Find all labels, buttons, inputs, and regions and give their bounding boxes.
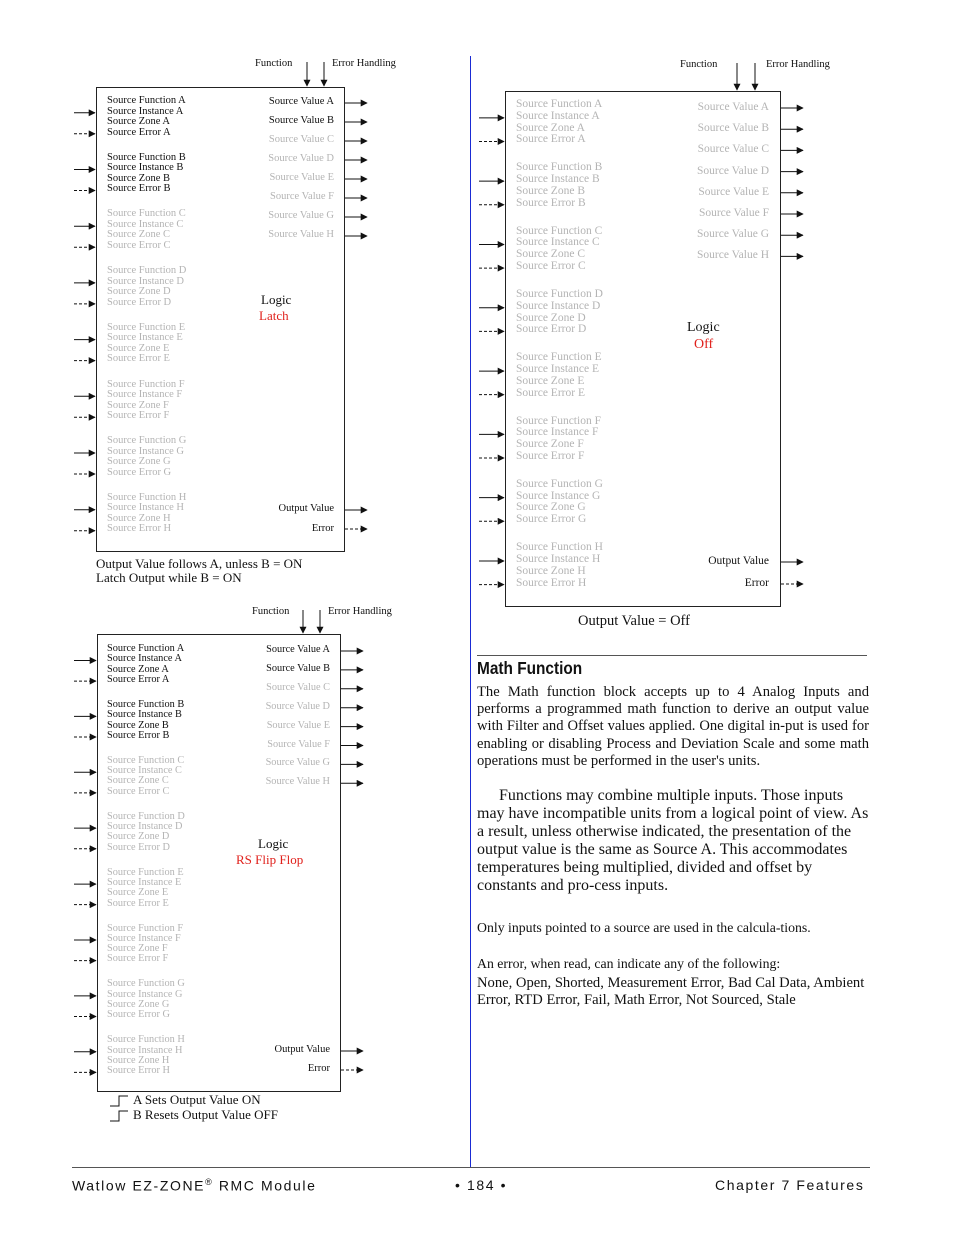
input-label: Source Instance D: [516, 299, 601, 312]
input-label: Source Zone B: [107, 719, 169, 731]
input-label: Source Zone C: [107, 229, 170, 241]
input-label: Source Error F: [516, 449, 585, 462]
input-label: Source Error D: [107, 296, 172, 308]
input-label: Source Error A: [107, 126, 171, 138]
input-label: Source Error B: [516, 196, 586, 209]
input-label: Source Function G: [516, 477, 603, 490]
error-handling-label: Error Handling: [328, 606, 392, 617]
footer-rule: [72, 1167, 870, 1168]
input-label: Source Function F: [516, 414, 601, 427]
output-value-label: Output Value: [278, 503, 334, 514]
source-value-label: Source Value G: [697, 228, 769, 241]
input-label: Source Error D: [516, 323, 587, 336]
logic-label: Logic: [687, 320, 720, 335]
input-label: Source Function E: [107, 321, 186, 333]
rising-edge-icon: [110, 1096, 128, 1106]
rs-caption-1: A Sets Output Value ON: [133, 1092, 261, 1107]
source-value-label: Source Value A: [697, 101, 769, 113]
input-label: Source Zone A: [107, 663, 169, 675]
input-label: Source Zone B: [107, 172, 170, 184]
input-label: Source Function H: [107, 491, 187, 503]
logic-label: Logic: [261, 292, 292, 307]
input-label: Source Instance H: [107, 1044, 183, 1056]
input-label: Source Zone F: [516, 438, 584, 451]
input-label: Source Error G: [107, 466, 172, 478]
input-label: Source Instance E: [107, 332, 183, 344]
input-label: Source Instance F: [107, 389, 183, 400]
input-label: Source Zone B: [516, 184, 585, 197]
error-label: Error: [744, 577, 769, 589]
input-label: Source Instance B: [516, 173, 600, 186]
input-label: Source Instance G: [107, 988, 183, 1000]
input-label: Source Function A: [107, 95, 186, 106]
footer-chapter: Chapter 7 Features: [715, 1177, 865, 1193]
input-label: Source Function A: [516, 98, 603, 110]
function-label: Function: [680, 59, 718, 70]
input-label: Source Instance C: [516, 236, 600, 249]
input-label: Source Function C: [516, 224, 603, 237]
latch-caption-1: Output Value follows A, unless B = ON: [96, 556, 303, 571]
input-label: Source Function F: [107, 378, 185, 390]
input-label: Source Function D: [107, 810, 185, 822]
input-label: Source Instance D: [107, 821, 183, 832]
input-label: Source Error C: [107, 239, 171, 251]
input-label: Source Zone E: [107, 342, 170, 354]
input-label: Source Function G: [107, 435, 187, 447]
source-value-label: Source Value C: [268, 134, 334, 145]
input-label: Source Instance G: [516, 489, 601, 502]
input-label: Source Function H: [516, 541, 603, 554]
input-label: Source Error E: [516, 386, 585, 399]
input-label: Source Function E: [516, 351, 602, 364]
footer-brand-name: Watlow EZ-ZONE: [72, 1177, 206, 1194]
input-label: Source Instance A: [107, 105, 184, 117]
input-label: Source Zone G: [107, 456, 171, 468]
input-label: Source Zone H: [107, 1054, 170, 1066]
input-label: Source Function F: [107, 922, 184, 934]
error-handling-label: Error Handling: [766, 59, 830, 70]
input-label: Source Instance G: [107, 445, 184, 457]
input-label: Source Zone D: [107, 286, 171, 298]
logic-mode-latch: Latch: [259, 308, 289, 323]
input-label: Source Zone G: [516, 501, 586, 514]
input-label: Source Error A: [107, 673, 170, 685]
input-label: Source Instance H: [516, 552, 601, 565]
off-caption: Output Value = Off: [578, 613, 690, 629]
input-label: Source Instance C: [107, 218, 184, 230]
input-label: Source Zone F: [107, 399, 169, 411]
input-label: Source Error B: [107, 183, 171, 195]
input-label: Source Error G: [516, 513, 587, 526]
logic-mode-rs-flip-flop: RS Flip Flop: [236, 852, 304, 867]
source-value-label: Source Value D: [697, 164, 769, 177]
input-label: Source Instance F: [107, 932, 181, 944]
source-value-label: Source Value E: [266, 719, 330, 731]
source-value-label: Source Value C: [266, 681, 330, 693]
rising-edge-icon: [110, 1111, 128, 1121]
source-value-label: Source Value E: [269, 172, 334, 183]
input-label: Source Error E: [107, 897, 169, 909]
source-value-label: Source Value C: [697, 143, 769, 156]
input-label: Source Error C: [107, 785, 170, 797]
input-label: Source Error D: [107, 841, 170, 853]
math-paragraph-3: Only inputs pointed to a source are used in the calcula-tions.: [477, 920, 811, 935]
input-label: Source Instance H: [107, 502, 184, 514]
math-function-heading: Math Function: [477, 658, 583, 678]
source-value-label: Source Value G: [268, 210, 334, 221]
input-label: Source Error F: [107, 410, 170, 421]
source-value-label: Source Value D: [265, 700, 330, 712]
input-label: Source Function E: [107, 866, 184, 878]
source-value-label: Source Value F: [267, 738, 330, 750]
source-value-label: Source Value B: [266, 662, 330, 674]
source-value-label: Source Value F: [270, 191, 334, 202]
input-label: Source Zone F: [107, 943, 168, 955]
math-paragraph-1: The Math function block accepts up to 4 Analog Inputs and performs a programmed math function to derive an output value with Filter and Offset values applied. One digital in-put is used for enabling or disabling Process and Deviation Scale and some math operations must be performed in the user's units.: [477, 684, 869, 769]
section-rule: [477, 655, 867, 656]
error-label: Error: [307, 1063, 330, 1074]
input-label: Source Zone D: [107, 831, 170, 843]
input-label: Source Instance B: [107, 162, 184, 174]
input-label: Source Function B: [107, 698, 185, 710]
input-label: Source Error G: [107, 1009, 170, 1021]
source-value-label: Source Value D: [268, 153, 334, 164]
source-value-label: Source Value B: [268, 115, 334, 126]
input-label: Source Instance C: [107, 765, 182, 777]
input-label: Source Instance D: [107, 275, 184, 287]
input-label: Source Instance A: [107, 653, 182, 665]
source-value-label: Source Value A: [266, 644, 330, 655]
output-value-label: Output Value: [708, 555, 769, 567]
input-label: Source Function C: [107, 208, 186, 220]
input-label: Source Function D: [516, 287, 603, 300]
source-value-label: Source Value B: [697, 122, 769, 135]
footer-brand: [72, 1177, 317, 1194]
input-label: Source Zone H: [107, 512, 171, 524]
source-value-label: Source Value H: [265, 776, 330, 788]
registered-mark: ®: [205, 1177, 214, 1187]
input-label: Source Instance A: [516, 109, 600, 122]
input-label: Source Zone A: [516, 121, 585, 134]
input-label: Source Zone E: [107, 887, 169, 899]
math-paragraph-2: Functions may combine multiple inputs. Those inputs may have incompatible units from a logical point of view. As a result, unless otherwise indicated, the presentation of the output value is the same as Source A. This accommodates temperatures being multiplied, divided and offset by constants and pro-cess inputs.: [477, 787, 869, 894]
input-label: Source Zone E: [516, 374, 585, 387]
input-label: Source Error H: [107, 1065, 170, 1077]
input-label: Source Error A: [516, 133, 586, 146]
input-label: Source Instance F: [516, 426, 599, 439]
source-value-label: Source Value G: [265, 757, 330, 769]
input-label: Source Function D: [107, 265, 187, 277]
source-value-label: Source Value F: [698, 207, 769, 219]
input-label: Source Zone H: [516, 564, 586, 577]
input-label: Source Zone A: [107, 116, 170, 127]
input-label: Source Instance E: [107, 876, 182, 888]
input-label: Source Function B: [107, 151, 186, 163]
source-value-label: Source Value A: [268, 96, 334, 107]
latch-caption-2: Latch Output while B = ON: [96, 570, 242, 585]
math-error-list: None, Open, Shorted, Measurement Error, Bad Cal Data, Ambient Error, RTD Error, Fail, Math Error, Not Sourced, Stale: [477, 975, 865, 1009]
input-label: Source Function G: [107, 978, 185, 990]
input-label: Source Zone G: [107, 999, 170, 1010]
function-label: Function: [252, 606, 290, 617]
rs-caption-2: B Resets Output Value OFF: [133, 1107, 278, 1122]
input-label: Source Error H: [107, 523, 172, 535]
input-label: Source Error C: [516, 260, 586, 272]
input-label: Source Error F: [107, 953, 169, 965]
input-label: Source Zone C: [516, 248, 585, 261]
input-label: Source Error H: [516, 576, 587, 589]
error-label: Error: [311, 523, 334, 534]
output-value-label: Output Value: [274, 1044, 330, 1055]
logic-label: Logic: [258, 836, 289, 851]
source-value-label: Source Value E: [698, 185, 769, 198]
input-label: Source Function H: [107, 1034, 185, 1046]
math-paragraph-4: An error, when read, can indicate any of the following:: [477, 956, 781, 971]
input-label: Source Zone D: [516, 311, 586, 324]
input-label: Source Zone C: [107, 775, 169, 787]
input-label: Source Function B: [516, 161, 603, 174]
input-label: Source Instance B: [107, 709, 182, 721]
input-label: Source Instance E: [516, 363, 600, 375]
input-label: Source Function A: [107, 643, 185, 654]
input-label: Source Function C: [107, 754, 185, 766]
logic-mode-off: Off: [694, 337, 714, 352]
footer-product: RMC Module: [213, 1177, 317, 1194]
error-handling-label: Error Handling: [332, 58, 396, 69]
source-value-label: Source Value H: [697, 249, 769, 262]
input-label: Source Error B: [107, 729, 170, 741]
source-value-label: Source Value H: [268, 229, 334, 240]
footer-page-number: • 184 •: [455, 1177, 508, 1193]
function-label: Function: [255, 58, 293, 69]
input-label: Source Error E: [107, 353, 170, 365]
